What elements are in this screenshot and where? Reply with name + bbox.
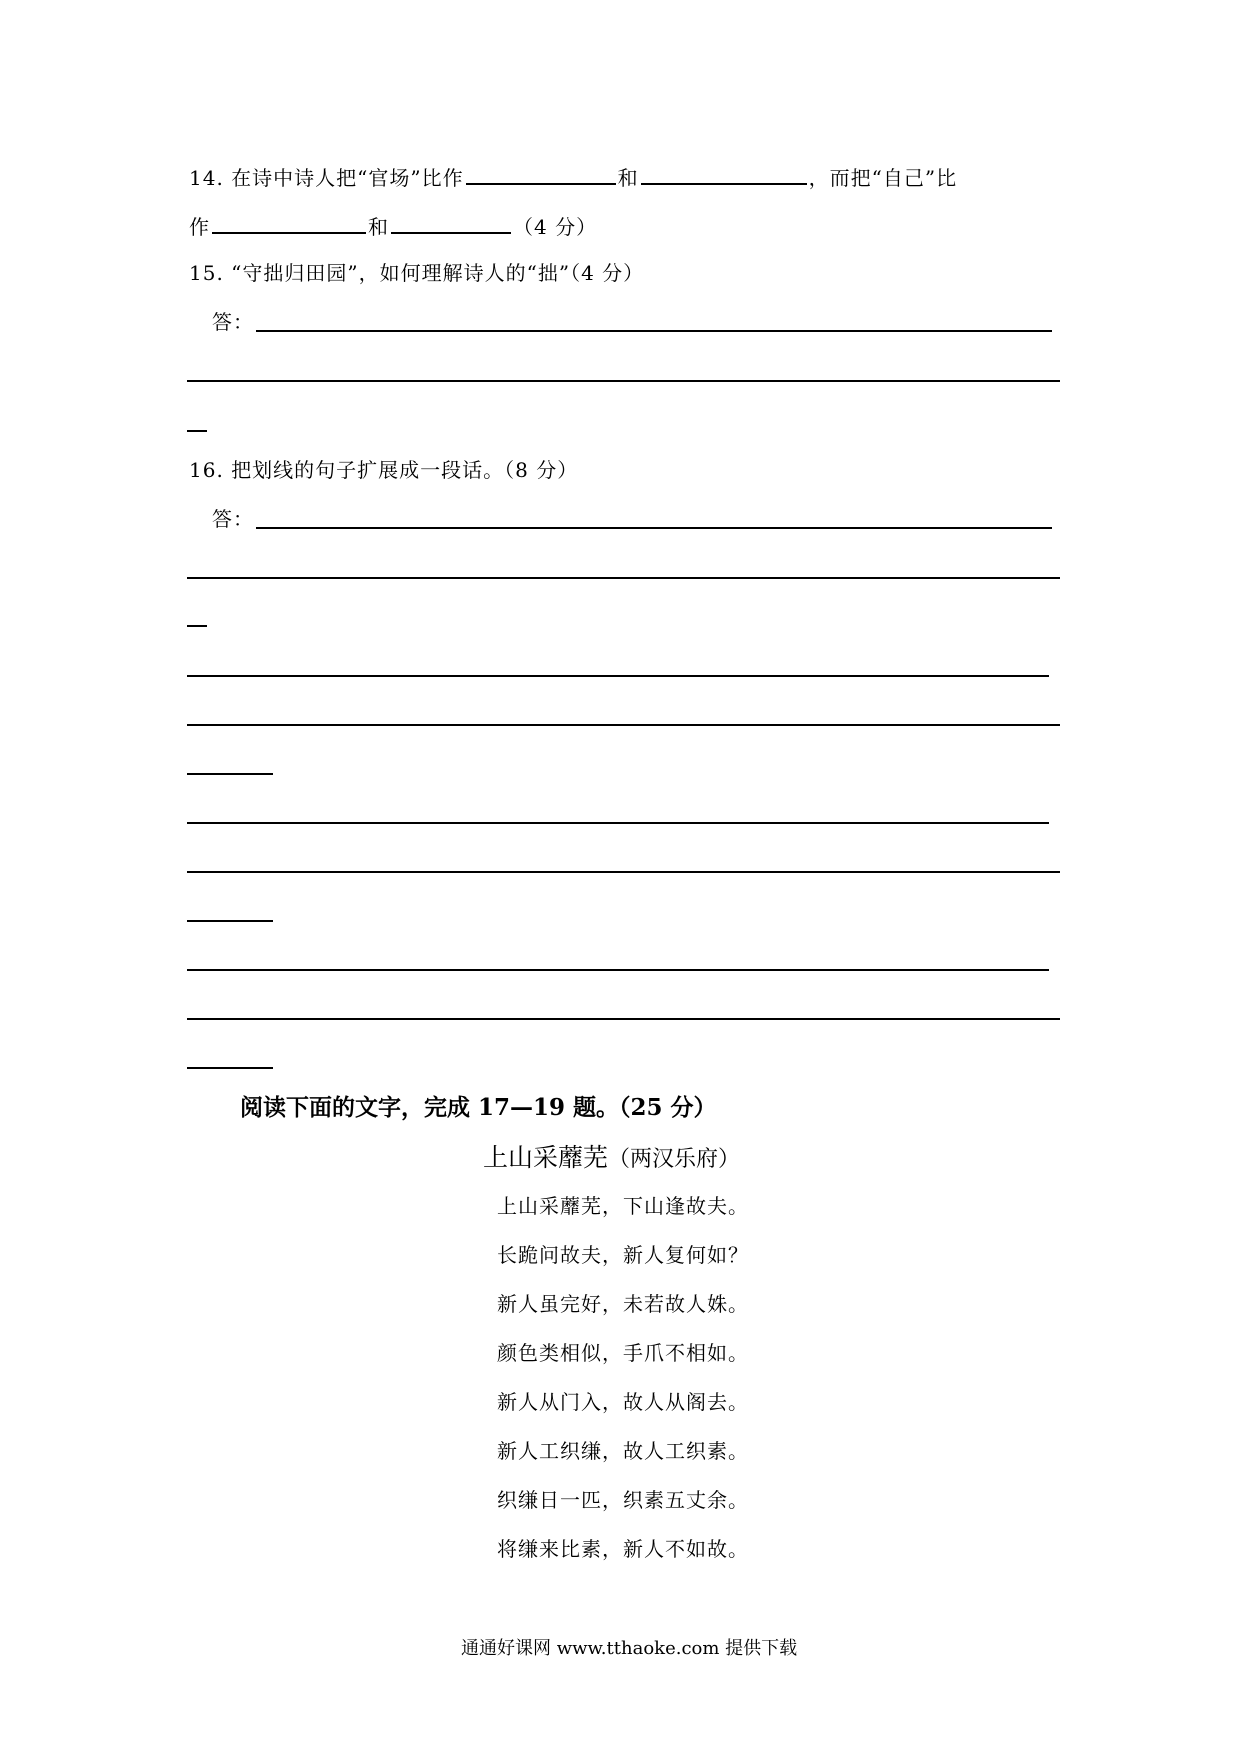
q15-answer-line-3[interactable]: [187, 430, 207, 432]
q16-answer-line-1[interactable]: [256, 527, 1052, 529]
page-footer: 通通好课网 www.tthaoke.com 提供下载: [461, 1638, 798, 1659]
q15-answer-label: 答：: [212, 310, 254, 334]
q16-answer-line-7[interactable]: [187, 822, 1049, 824]
q16-answer-line-9[interactable]: [187, 920, 273, 922]
q15-prompt: [189, 263, 644, 283]
q16-number: 16.: [189, 458, 224, 482]
q16-answer-line-8[interactable]: [187, 871, 1060, 873]
poem-title: [483, 1145, 740, 1171]
q16-answer-line-11[interactable]: [187, 1018, 1060, 1020]
q15-answer-line-2[interactable]: [187, 380, 1060, 382]
poem-title-text: 上山采蘼芜: [483, 1143, 609, 1172]
q15-number: 15.: [189, 261, 224, 285]
q16-answer-line-10[interactable]: [187, 969, 1049, 971]
q14-prompt: 在诗中诗人把“官场”比作: [231, 166, 464, 190]
q14-line1: [189, 165, 957, 188]
q16-answer-line-2[interactable]: [187, 577, 1060, 579]
q14-number: 14.: [189, 166, 224, 190]
q14-prompt-2: ，而把“自己”比: [808, 166, 958, 190]
poem-line-7: 织缣日一匹，织素五丈余。: [497, 1488, 749, 1512]
q14-and-2: 和: [368, 215, 389, 239]
poem-line-2: 长跪问故夫，新人复何如？: [497, 1243, 749, 1267]
q14-prompt-3: 作: [189, 215, 210, 239]
poem-line-8: 将缣来比素，新人不如故。: [497, 1537, 749, 1561]
q16-answer-line-3[interactable]: [187, 625, 207, 627]
q16-prompt: [189, 460, 578, 480]
q16-answer-line-5[interactable]: [187, 724, 1060, 726]
q16-answer-line-12[interactable]: [187, 1067, 273, 1069]
poem-line-6: 新人工织缣，故人工织素。: [497, 1439, 749, 1463]
q14-blank-3[interactable]: [212, 214, 366, 234]
q14-and-1: 和: [617, 166, 639, 190]
q16-answer-label: 答：: [212, 507, 254, 531]
reading-heading: 阅读下面的文字，完成 17—19 题。（25 分）: [240, 1094, 717, 1121]
poem-line-4: 颜色类相似，手爪不相如。: [497, 1341, 749, 1365]
q14-blank-4[interactable]: [391, 214, 511, 234]
q15-answer-line-1[interactable]: [256, 330, 1052, 332]
q14-blank-2[interactable]: [641, 165, 807, 185]
q16-answer-line-6[interactable]: [187, 773, 273, 775]
poem-line-1: 上山采蘼芜，下山逢故夫。: [497, 1194, 749, 1218]
poem-source: （两汉乐府）: [608, 1147, 741, 1172]
q14-blank-1[interactable]: [466, 165, 616, 185]
q15-text: “守拙归田园”，如何理解诗人的“拙”（4 分）: [231, 261, 645, 285]
q14-line2: [189, 214, 597, 237]
q16-answer-line-4[interactable]: [187, 675, 1049, 677]
poem-line-3: 新人虽完好，未若故人姝。: [497, 1292, 749, 1316]
q16-text: 把划线的句子扩展成一段话。（8 分）: [231, 458, 579, 482]
q14-score: （4 分）: [513, 215, 598, 239]
poem-line-5: 新人从门入，故人从阁去。: [497, 1390, 749, 1414]
